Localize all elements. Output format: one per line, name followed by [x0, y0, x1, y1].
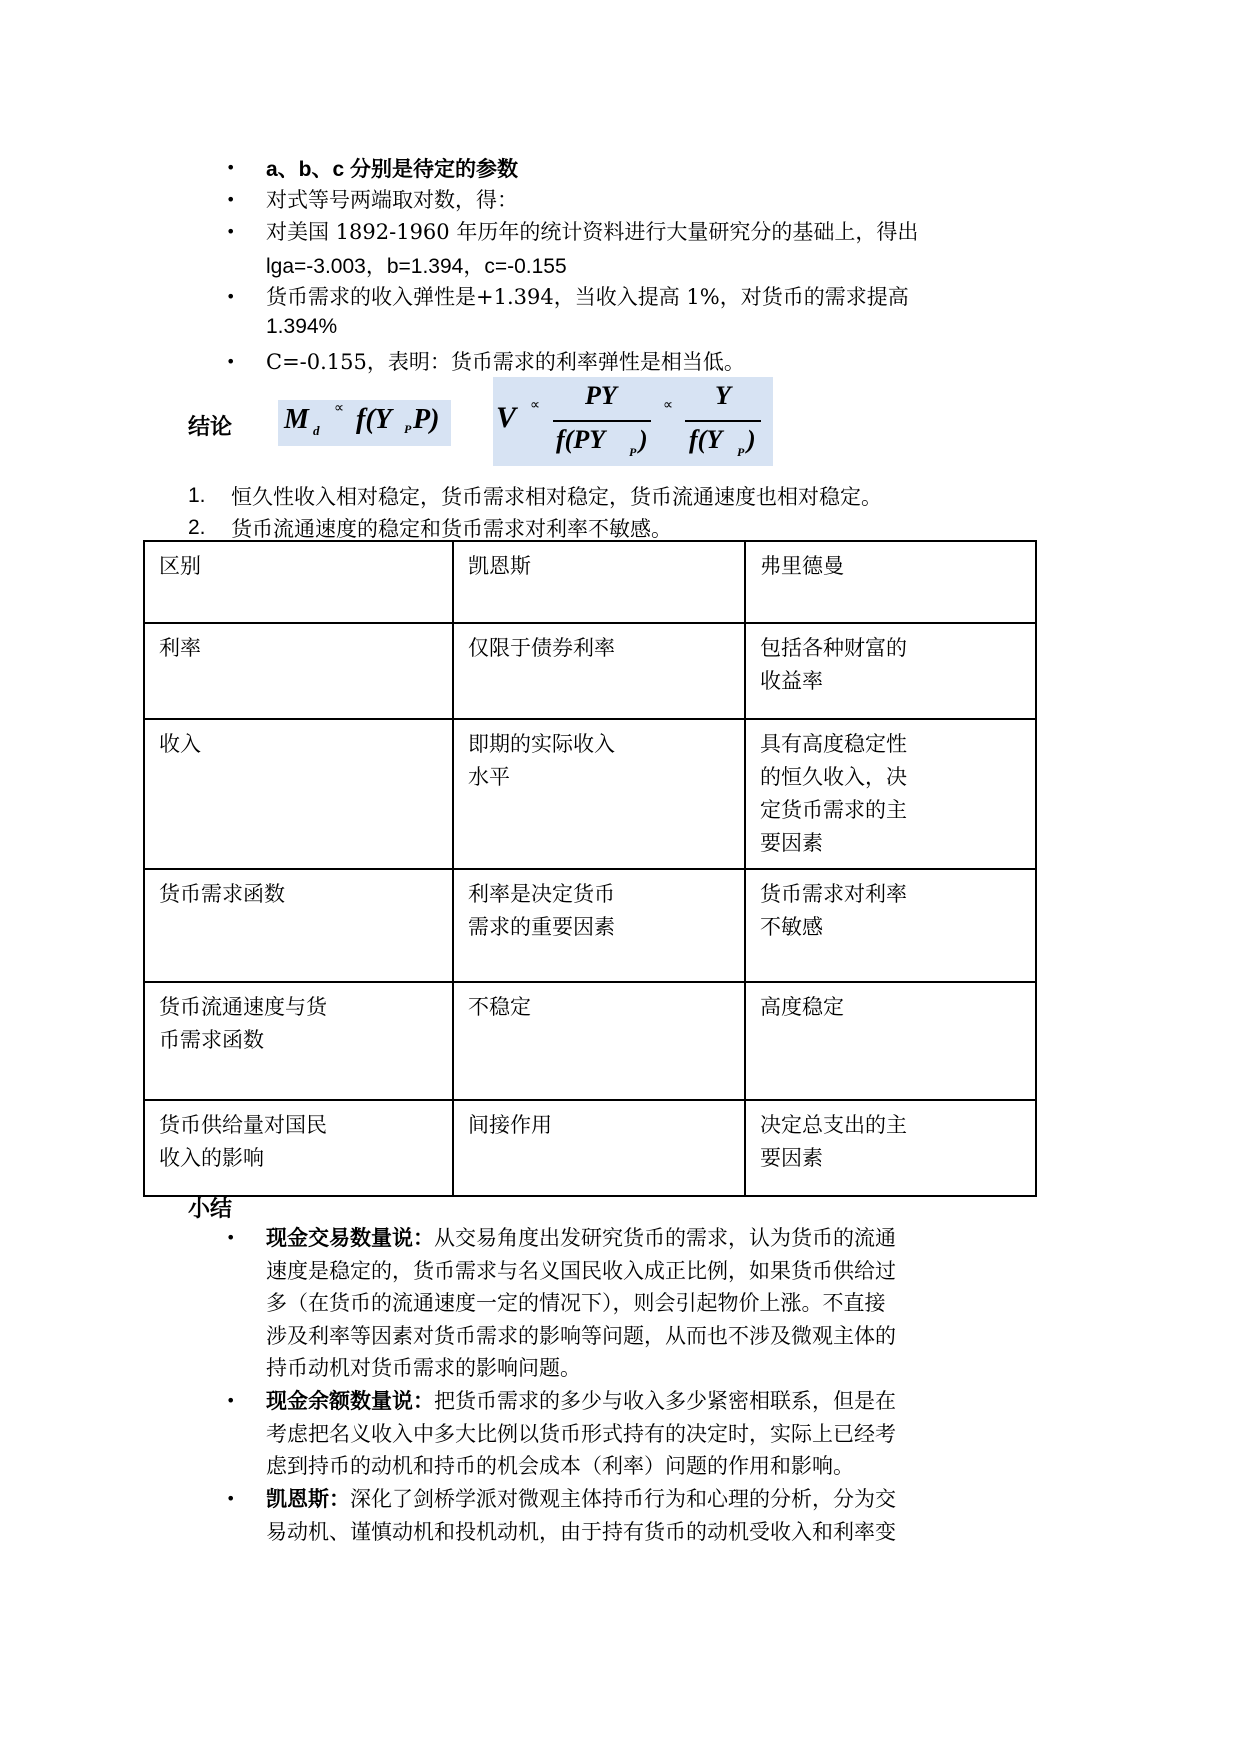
- bullet-icon: •: [226, 1391, 236, 1410]
- summary-line: [266, 1222, 896, 1252]
- summary-text: 速度是稳定的，货币需求与名义国民收入成正比例，如果货币供给过: [266, 1258, 896, 1283]
- cell-text-line: 不稳定: [468, 995, 531, 1019]
- cell-text-line: 具有高度稳定性: [760, 732, 907, 756]
- summary-text: 虑到持币的动机和持币的机会成本（利率）问题的作用和影响。: [266, 1454, 854, 1478]
- table-cell: [745, 982, 1036, 1100]
- summary-text: 深化了剑桥学派对微观主体持币行为和心理的分析，分为交: [350, 1487, 896, 1511]
- table-cell: [144, 541, 453, 623]
- cell-text-line: 要因素: [760, 831, 823, 855]
- bullet-icon: •: [226, 352, 236, 371]
- table-cell: [453, 719, 745, 869]
- cell-text-line: 收入: [159, 732, 201, 756]
- summary-line: [266, 1352, 581, 1382]
- formula-num-py: PY: [585, 381, 617, 410]
- formula-f: f(Y: [356, 404, 392, 435]
- summary-line: [266, 1516, 896, 1546]
- summary-heading: 小结: [188, 1196, 233, 1222]
- cell-text-line: 决定总支出的主: [760, 1113, 907, 1137]
- table-cell: [144, 869, 453, 982]
- table-row: [144, 541, 1036, 623]
- formula-den-sub: P: [629, 445, 637, 459]
- summary-line: [266, 1418, 896, 1448]
- bullet-text-cont: 1.394%: [266, 315, 338, 338]
- comparison-table: [143, 540, 1037, 1197]
- formula-md-sub: d: [313, 423, 320, 438]
- bullet-icon: •: [226, 190, 236, 209]
- conclusion-label: 结论: [188, 414, 233, 440]
- cell-text-line: 收入的影响: [159, 1146, 264, 1170]
- summary-line: [266, 1287, 886, 1317]
- cell-text-line: 水平: [468, 765, 510, 789]
- formula-den-fpy: f(PY: [556, 425, 606, 454]
- proportional-icon: ∝: [530, 398, 541, 413]
- cell-text-line: 即期的实际收入: [468, 732, 615, 756]
- formula-p: P): [413, 404, 440, 435]
- table-cell: [144, 1100, 453, 1196]
- table-cell: [453, 982, 745, 1100]
- summary-line: [266, 1450, 854, 1480]
- cell-text-line: 利率: [159, 636, 201, 660]
- summary-line: [266, 1483, 896, 1513]
- table-cell: [745, 623, 1036, 719]
- list-number: 1.: [188, 484, 206, 507]
- bullet-icon: •: [226, 287, 236, 306]
- table-cell: [745, 1100, 1036, 1196]
- formula-md: M: [284, 404, 309, 435]
- velocity-formula: [493, 377, 773, 466]
- table-row: [144, 1100, 1036, 1196]
- cell-text-line: 弗里德曼: [760, 554, 844, 578]
- cell-text-line: 货币供给量对国民: [159, 1113, 327, 1137]
- cell-text-line: 高度稳定: [760, 995, 844, 1019]
- proportional-icon: ∝: [334, 401, 345, 416]
- bullet-icon: •: [226, 1228, 236, 1247]
- formula-den-sub: P: [737, 445, 745, 459]
- cell-text-line: 凯恩斯: [468, 554, 531, 578]
- formula-den-close: ): [639, 425, 648, 454]
- cell-text-line: 的恒久收入，决: [760, 765, 907, 789]
- bullet-text: 对式等号两端取对数，得：: [266, 188, 518, 212]
- bullet-icon: •: [226, 1489, 236, 1508]
- list-item: 恒久性收入相对稳定，货币需求相对稳定，货币流通速度也相对稳定。: [231, 485, 882, 509]
- table-cell: [453, 1100, 745, 1196]
- table-row: [144, 623, 1036, 719]
- table-row: [144, 982, 1036, 1100]
- cell-text-line: 货币需求对利率: [760, 882, 907, 906]
- cell-text-line: 不敏感: [760, 915, 823, 939]
- bullet-text: 货币需求的收入弹性是+1.394，当收入提高 1%，对货币的需求提高: [266, 285, 909, 309]
- summary-text: 持币动机对货币需求的影响问题。: [266, 1356, 581, 1380]
- cell-text-line: 间接作用: [468, 1113, 552, 1137]
- summary-line: [266, 1320, 896, 1350]
- formula-yp-sub: P: [404, 422, 412, 436]
- fraction-bar: [553, 420, 651, 422]
- cell-text-line: 货币流通速度与货: [159, 995, 327, 1019]
- cell-text-line: 定货币需求的主: [760, 798, 907, 822]
- table-cell: [144, 623, 453, 719]
- list-item: 货币流通速度的稳定和货币需求对利率不敏感。: [231, 517, 672, 541]
- cell-text-line: 区别: [159, 554, 201, 578]
- summary-text: 把货币需求的多少与收入多少紧密相联系，但是在: [434, 1389, 896, 1413]
- table-cell: [453, 869, 745, 982]
- cell-text-line: 币需求函数: [159, 1028, 264, 1052]
- bullet-text: C=-0.155，表明：货币需求的利率弹性是相当低。: [266, 350, 745, 374]
- cell-text-line: 仅限于债券利率: [468, 636, 615, 660]
- summary-text: 涉及利率等因素对货币需求的影响等问题，从而也不涉及微观主体的: [266, 1323, 896, 1348]
- table-row: [144, 869, 1036, 982]
- summary-text: 易动机、谨慎动机和投机动机，由于持有货币的动机受收入和利率变: [266, 1519, 896, 1544]
- cell-text-line: 利率是决定货币: [468, 882, 615, 906]
- bullet-text-cont: lga=-3.003，b=1.394，c=-0.155: [266, 255, 567, 278]
- bullet-text: a、b、c 分别是待定的参数: [266, 158, 519, 181]
- summary-term: 现金交易数量说：: [266, 1225, 434, 1250]
- table-row: [144, 719, 1036, 869]
- summary-text: 从交易角度出发研究货币的需求，认为货币的流通: [434, 1226, 896, 1250]
- formula-num-y: Y: [715, 381, 731, 410]
- cell-text-line: 包括各种财富的: [760, 636, 907, 660]
- summary-text: 多（在货币的流通速度一定的情况下），则会引起物价上涨。不直接: [266, 1291, 886, 1315]
- cell-text-line: 货币需求函数: [159, 882, 285, 906]
- summary-line: [266, 1385, 896, 1415]
- summary-term: 凯恩斯：: [266, 1486, 350, 1511]
- money-demand-formula: [278, 400, 451, 446]
- table-cell: [745, 869, 1036, 982]
- summary-term: 现金余额数量说：: [266, 1388, 434, 1413]
- formula-den-fy: f(Y: [689, 425, 723, 454]
- cell-text-line: 要因素: [760, 1146, 823, 1170]
- table-cell: [144, 719, 453, 869]
- summary-text: 考虑把名义收入中多大比例以货币形式持有的决定时，实际上已经考: [266, 1421, 896, 1446]
- summary-line: [266, 1255, 896, 1285]
- fraction-bar: [685, 420, 761, 422]
- proportional-icon: ∝: [663, 398, 674, 413]
- formula-den-close: ): [747, 425, 756, 454]
- table-cell: [453, 541, 745, 623]
- cell-text-line: 收益率: [760, 669, 823, 693]
- list-number: 2.: [188, 516, 206, 539]
- cell-text-line: 需求的重要因素: [468, 915, 615, 939]
- table-cell: [745, 541, 1036, 623]
- bullet-icon: •: [226, 222, 236, 241]
- table-cell: [745, 719, 1036, 869]
- table-cell: [453, 623, 745, 719]
- bullet-text: 对美国 1892-1960 年历年的统计资料进行大量研究分的基础上，得出: [266, 220, 919, 244]
- bullet-icon: •: [226, 158, 236, 177]
- table-cell: [144, 982, 453, 1100]
- formula-v: V: [496, 401, 517, 434]
